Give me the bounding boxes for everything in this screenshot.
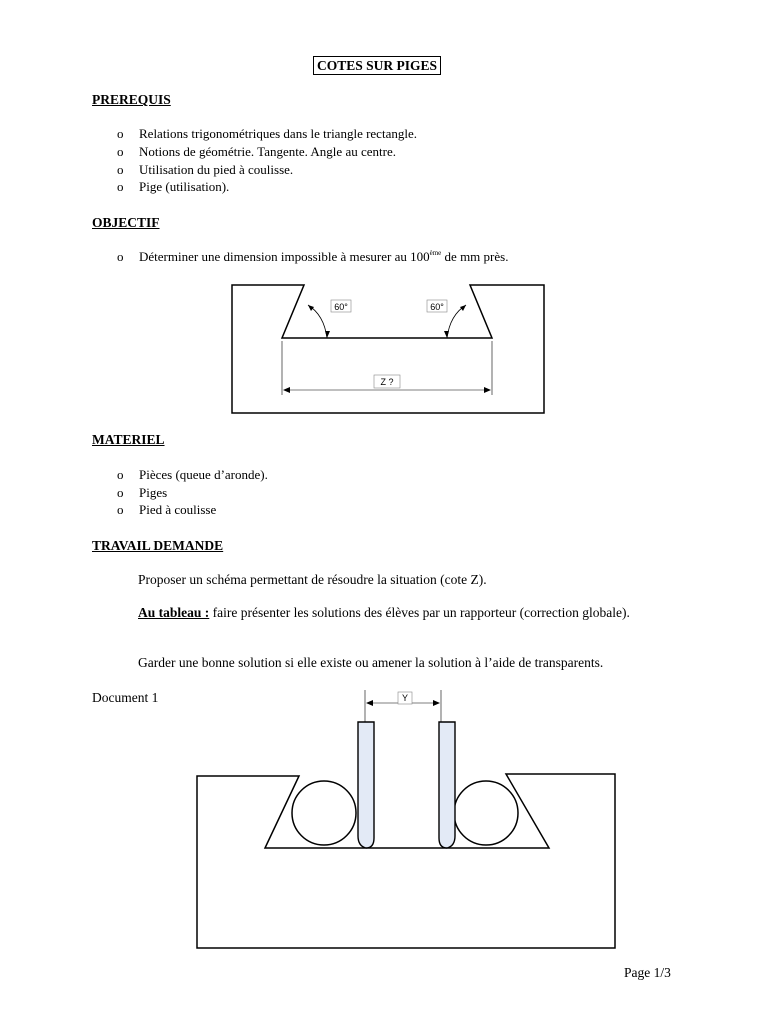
tableau-text: faire présenter les solutions des élèves par un rapporteur (correction globale). bbox=[209, 605, 630, 620]
paragraph: Proposer un schéma permettant de résoudre la situation (cote Z). bbox=[138, 572, 487, 587]
list-item-text: Relations trigonométriques dans le triangle rectangle. bbox=[139, 126, 417, 141]
materiel-list bbox=[0, 467, 768, 521]
dovetail-figure bbox=[230, 283, 546, 415]
list-item bbox=[0, 485, 768, 502]
list-item bbox=[0, 144, 768, 161]
bullet-mark: o bbox=[117, 162, 124, 177]
heading-objectif: OBJECTIF bbox=[92, 215, 160, 230]
heading-travail-demande: TRAVAIL DEMANDE bbox=[92, 538, 224, 553]
angle-label-right: 60° bbox=[430, 302, 444, 312]
page-number: Page 1/3 bbox=[624, 965, 671, 980]
list-item bbox=[0, 249, 768, 266]
list-item bbox=[0, 162, 768, 179]
list-item bbox=[0, 467, 768, 484]
heading-prerequis: PREREQUIS bbox=[92, 92, 171, 107]
list-item bbox=[0, 502, 768, 519]
bullet-mark: o bbox=[117, 179, 124, 194]
list-item-text: Pige (utilisation). bbox=[139, 179, 230, 194]
bullet-mark: o bbox=[117, 485, 124, 500]
list-item-text: Déterminer une dimension impossible à mesurer au 100ème de mm près. bbox=[139, 249, 509, 264]
list-item-text: Piges bbox=[139, 485, 168, 500]
bullet-mark: o bbox=[117, 126, 124, 141]
bullet-mark: o bbox=[117, 502, 124, 517]
paragraph: Garder une bonne solution si elle existe ou amener la solution à l’aide de transparents. bbox=[138, 655, 604, 670]
dimension-label-y: Y bbox=[401, 693, 409, 703]
list-item-text: Utilisation du pied à coulisse. bbox=[139, 162, 294, 177]
bullet-mark: o bbox=[117, 144, 124, 159]
list-item-text: Pied à coulisse bbox=[139, 502, 217, 517]
bullet-mark: o bbox=[117, 249, 124, 264]
list-item-text: Pièces (queue d’aronde). bbox=[139, 467, 268, 482]
page-title: COTES SUR PIGES bbox=[313, 56, 441, 75]
list-item-text: Notions de géométrie. Tangente. Angle au centre. bbox=[139, 144, 396, 159]
list-item bbox=[0, 126, 768, 143]
prerequis-list bbox=[0, 126, 768, 198]
angle-label-left: 60° bbox=[334, 302, 348, 312]
list-item bbox=[0, 179, 768, 196]
paragraph-tableau bbox=[92, 604, 677, 621]
dovetail-pins-figure bbox=[195, 686, 619, 952]
document-label: Document 1 bbox=[92, 690, 159, 705]
heading-materiel: MATERIEL bbox=[92, 432, 165, 447]
tableau-label: Au tableau : bbox=[138, 605, 210, 620]
bullet-mark: o bbox=[117, 467, 124, 482]
dimension-label-z: Z ? bbox=[380, 377, 394, 387]
